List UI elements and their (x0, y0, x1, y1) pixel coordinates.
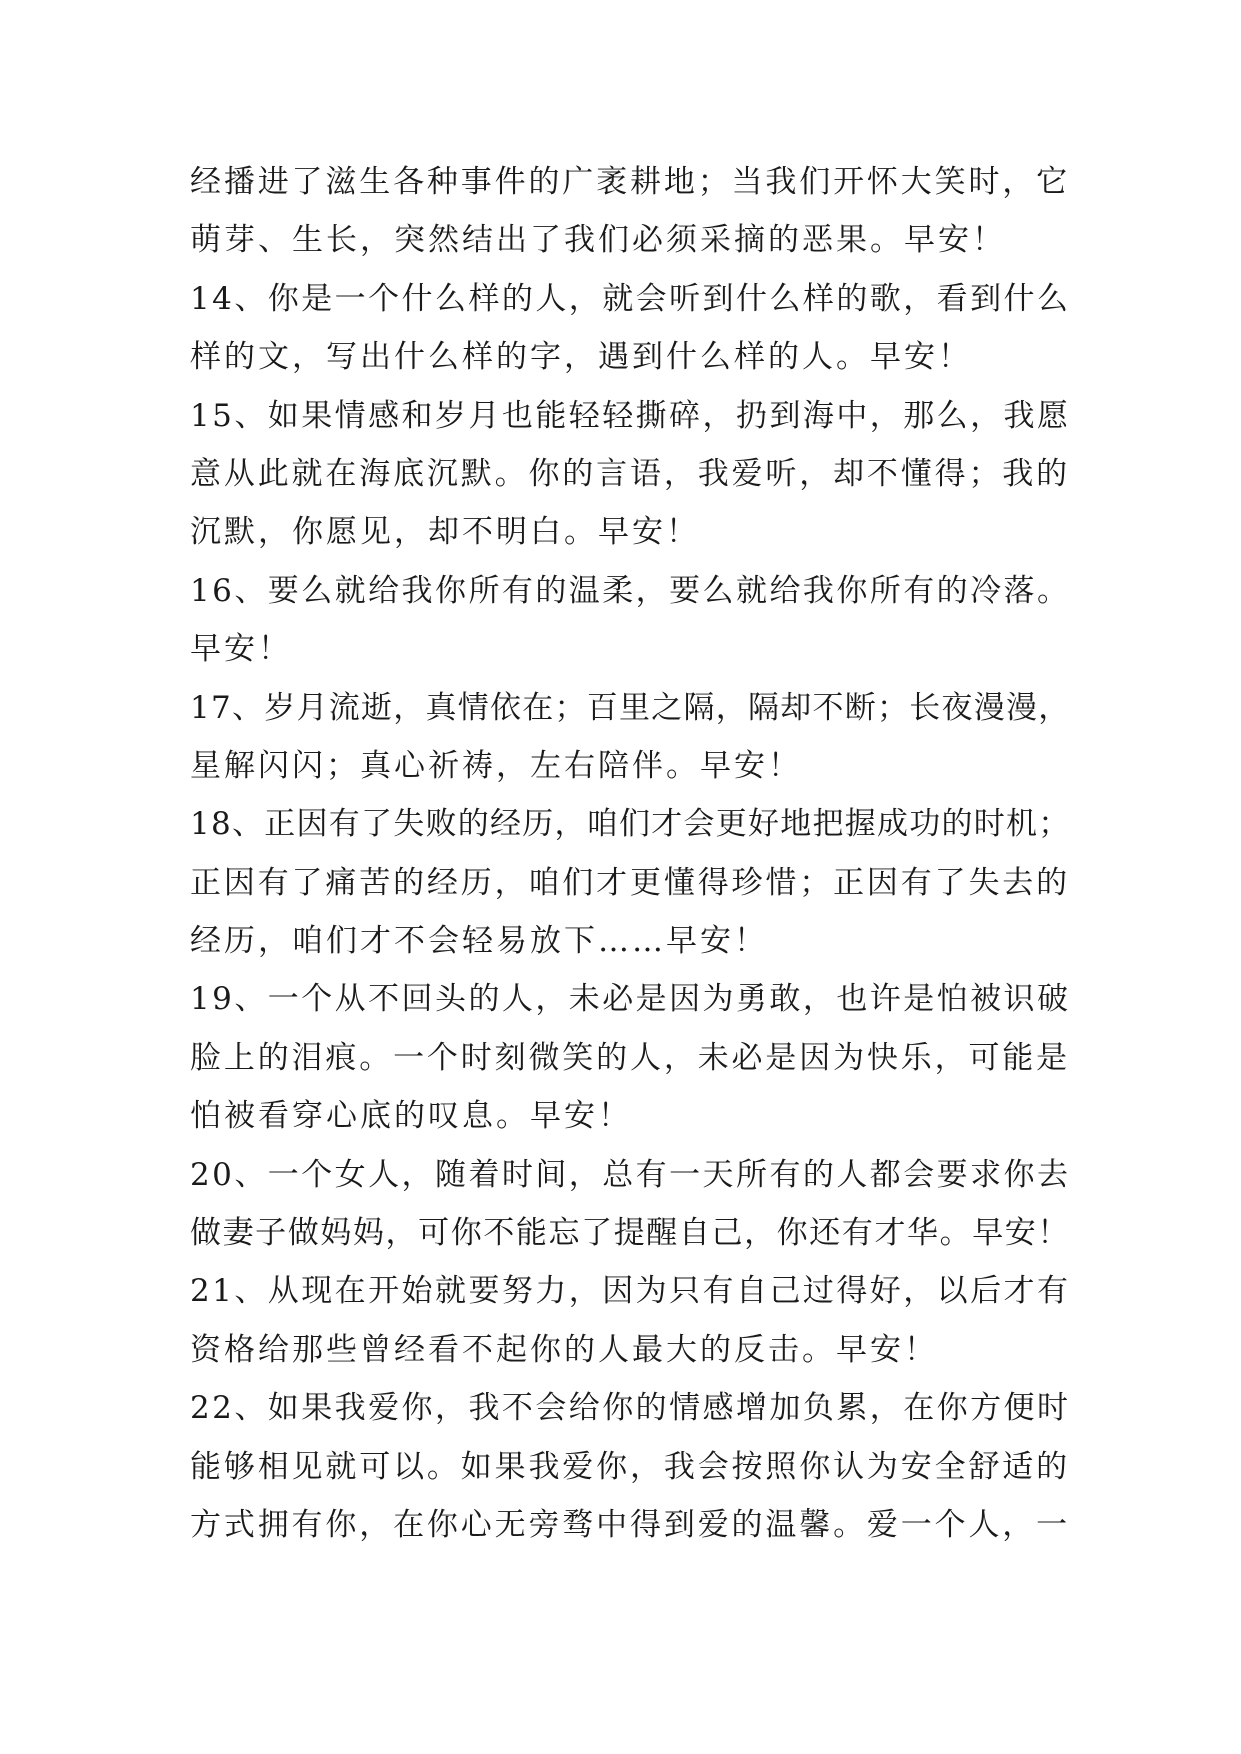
text-line: 怕被看穿心底的叹息。早安！ (190, 1098, 632, 1135)
text-line: 萌芽、生长，突然结出了我们必须采摘的恶果。早安！ (190, 222, 1006, 259)
text-line: 经历，咱们才不会轻易放下……早安！ (190, 923, 768, 960)
text-line: 星解闪闪；真心祈祷，左右陪伴。早安！ (190, 747, 802, 784)
text-line: 21、从现在开始就要努力，因为只有自己过得好，以后才有 (190, 1273, 1071, 1310)
text-line: 脸上的泪痕。一个时刻微笑的人，未必是因为快乐，可能是 (190, 1039, 1070, 1076)
text-line: 资格给那些曾经看不起你的人最大的反击。早安！ (190, 1331, 938, 1368)
text-line: 正因有了痛苦的经历，咱们才更懂得珍惜；正因有了失去的 (190, 864, 1070, 901)
text-line: 20、一个女人，随着时间，总有一天所有的人都会要求你去 (190, 1156, 1071, 1193)
text-line: 方式拥有你，在你心无旁骛中得到爱的温馨。爱一个人，一 (190, 1506, 1070, 1543)
text-line: 意从此就在海底沉默。你的言语，我爱听，却不懂得；我的 (190, 455, 1070, 492)
text-line: 早安！ (190, 631, 292, 668)
text-line: 22、如果我爱你，我不会给你的情感增加负累，在你方便时 (190, 1390, 1071, 1427)
text-line: 16、要么就给我你所有的温柔，要么就给我你所有的冷落。 (190, 572, 1071, 609)
text-line: 18、正因有了失败的经历，咱们才会更好地把握成功的时机； (190, 806, 1071, 843)
body-text (190, 153, 1070, 1554)
text-line: 样的文，写出什么样的字，遇到什么样的人。早安！ (190, 339, 972, 376)
text-line: 17、岁月流逝，真情依在；百里之隔，隔却不断；长夜漫漫， (190, 689, 1071, 726)
text-line: 经播进了滋生各种事件的广袤耕地；当我们开怀大笑时，它 (190, 164, 1070, 200)
text-line: 做妻子做妈妈，可你不能忘了提醒自己，你还有才华。早安！ (190, 1215, 1070, 1252)
text-line: 19、一个从不回头的人，未必是因为勇敢，也许是怕被识破 (190, 981, 1071, 1018)
text-line: 14、你是一个什么样的人，就会听到什么样的歌，看到什么 (190, 280, 1071, 317)
text-line: 能够相见就可以。如果我爱你，我会按照你认为安全舒适的 (190, 1448, 1070, 1485)
text-line: 15、如果情感和岁月也能轻轻撕碎，扔到海中，那么，我愿 (190, 397, 1071, 434)
text-line: 沉默，你愿见，却不明白。早安！ (190, 514, 700, 551)
